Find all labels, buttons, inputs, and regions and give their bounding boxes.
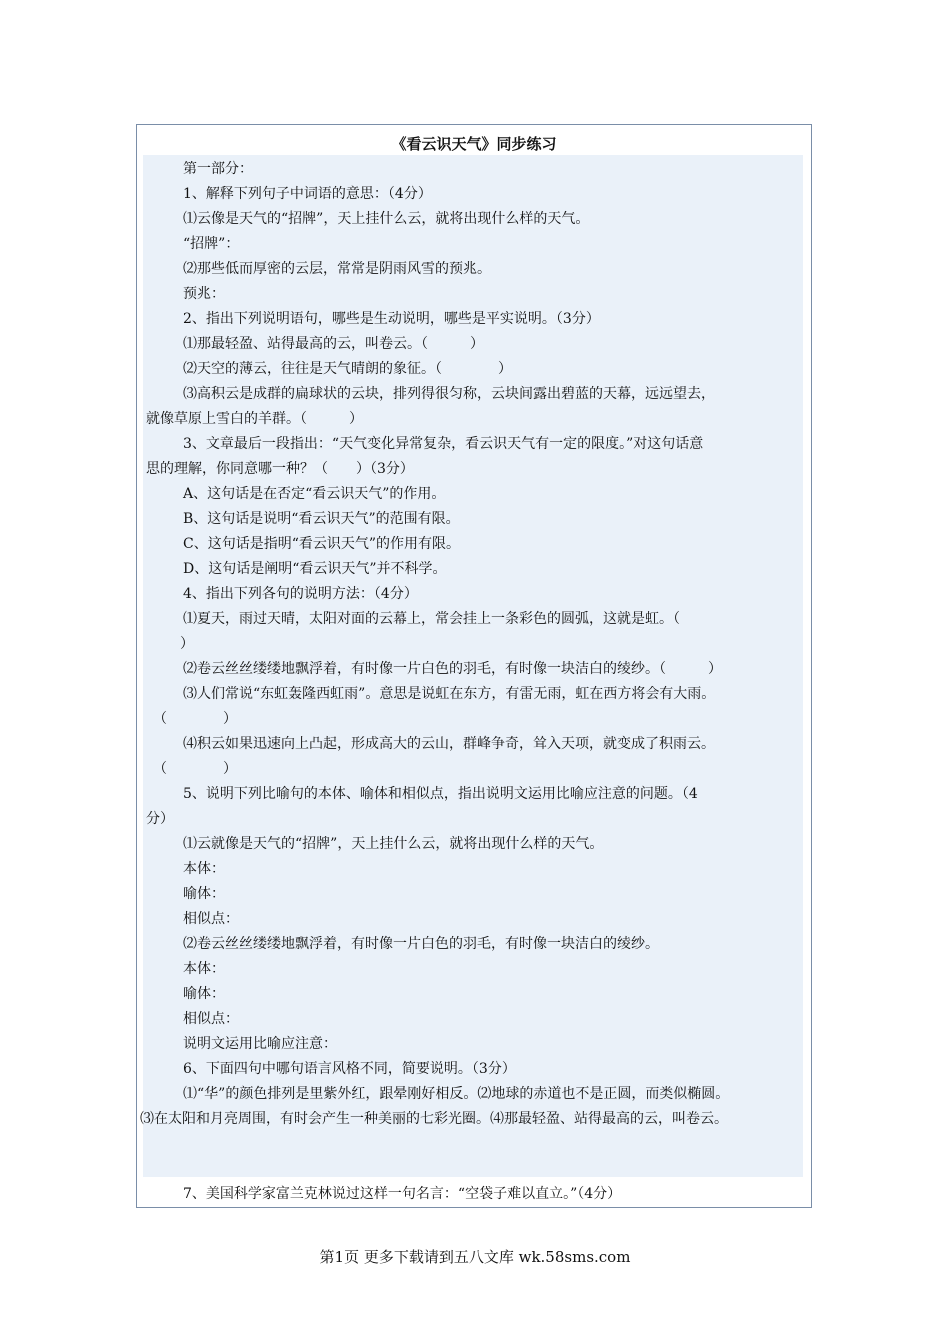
document-line: ⑵卷云丝丝缕缕地飘浮着，有时像一片白色的羽毛，有时像一块洁白的绫纱。 — [183, 936, 659, 952]
document-line: 4、指出下列各句的说明方法：（4分） — [183, 586, 418, 602]
document-line: ⑴夏天，雨过天晴，太阳对面的云幕上，常会挂上一条彩色的圆弧，这就是虹。（ — [183, 611, 680, 627]
document-line: 思的理解，你同意哪一种？（ ）（3分） — [146, 461, 414, 477]
document-line: 3、文章最后一段指出：“天气变化异常复杂，看云识天气有一定的限度。”对这句话意 — [183, 436, 704, 452]
document-line: 说明文运用比喻应注意： — [183, 1036, 337, 1052]
document-line: ） — [180, 636, 194, 652]
document-line: 6、下面四句中哪句语言风格不同，简要说明。（3分） — [183, 1061, 516, 1077]
document-line: ⑴“华”的颜色排列是里紫外红，跟晕刚好相反。⑵地球的赤道也不是正圆，而类似椭圆。 — [183, 1086, 730, 1102]
document-line: ⑶高积云是成群的扁球状的云块，排列得很匀称，云块间露出碧蓝的天幕，远远望去， — [183, 386, 715, 402]
document-line: ⑴那最轻盈、站得最高的云，叫卷云。（ ） — [183, 336, 484, 352]
document-line: 本体： — [183, 961, 225, 977]
document-line: ⑶人们常说“东虹轰隆西虹雨”。意思是说虹在东方，有雷无雨，虹在西方将会有大雨。 — [183, 686, 716, 702]
document-line: D、这句话是阐明“看云识天气”并不科学。 — [183, 561, 447, 577]
document-line: 1、解释下列句子中词语的意思：（4分） — [183, 186, 432, 202]
document-line: ⑶在太阳和月亮周围，有时会产生一种美丽的七彩光圈。⑷那最轻盈、站得最高的云，叫卷云。 — [140, 1111, 728, 1127]
document-line: 7、美国科学家富兰克林说过这样一句名言：“空袋子难以直立。”（4分） — [183, 1186, 622, 1202]
document-line: ⑷积云如果迅速向上凸起，形成高大的云山，群峰争奇，耸入天项，就变成了积雨云。 — [183, 736, 715, 752]
document-line: 2、指出下列说明语句，哪些是生动说明，哪些是平实说明。（3分） — [183, 311, 600, 327]
document-line: 分） — [146, 811, 174, 827]
document-line: “招牌”： — [183, 236, 240, 252]
document-line: 就像草原上雪白的羊群。（ ） — [146, 411, 363, 427]
document-line: ⑵天空的薄云，往往是天气晴朗的象征。（ ） — [183, 361, 512, 377]
document-line: C、这句话是指明“看云识天气”的作用有限。 — [183, 536, 461, 552]
document-line: （ ） — [153, 711, 237, 727]
document-line: 相似点： — [183, 1011, 239, 1027]
document-line: 喻体： — [183, 886, 225, 902]
document-line: ⑵那些低而厚密的云层，常常是阴雨风雪的预兆。 — [183, 261, 491, 277]
document-line: 5、说明下列比喻句的本体、喻体和相似点，指出说明文运用比喻应注意的问题。（4 — [183, 786, 698, 802]
document-line: A、这句话是在否定“看云识天气”的作用。 — [183, 486, 446, 502]
document-line: ⑴云就像是天气的“招牌”，天上挂什么云，就将出现什么样的天气。 — [183, 836, 604, 852]
document-line: 第一部分： — [183, 161, 253, 177]
worksheet-title: 《看云识天气》同步练习 — [391, 135, 557, 153]
page-footer: 第1页 更多下载请到五八文库 wk.58sms.com — [319, 1248, 631, 1266]
document-line: B、这句话是说明“看云识天气”的范围有限。 — [183, 511, 460, 527]
document-line: 相似点： — [183, 911, 239, 927]
document-line: 喻体： — [183, 986, 225, 1002]
document-line: ⑵卷云丝丝缕缕地飘浮着，有时像一片白色的羽毛，有时像一块洁白的绫纱。（ ） — [183, 661, 722, 677]
document-line: （ ） — [153, 761, 237, 777]
document-line: 预兆： — [183, 286, 225, 302]
document-line: ⑴云像是天气的“招牌”，天上挂什么云，就将出现什么样的天气。 — [183, 211, 590, 227]
document-line: 本体： — [183, 861, 225, 877]
